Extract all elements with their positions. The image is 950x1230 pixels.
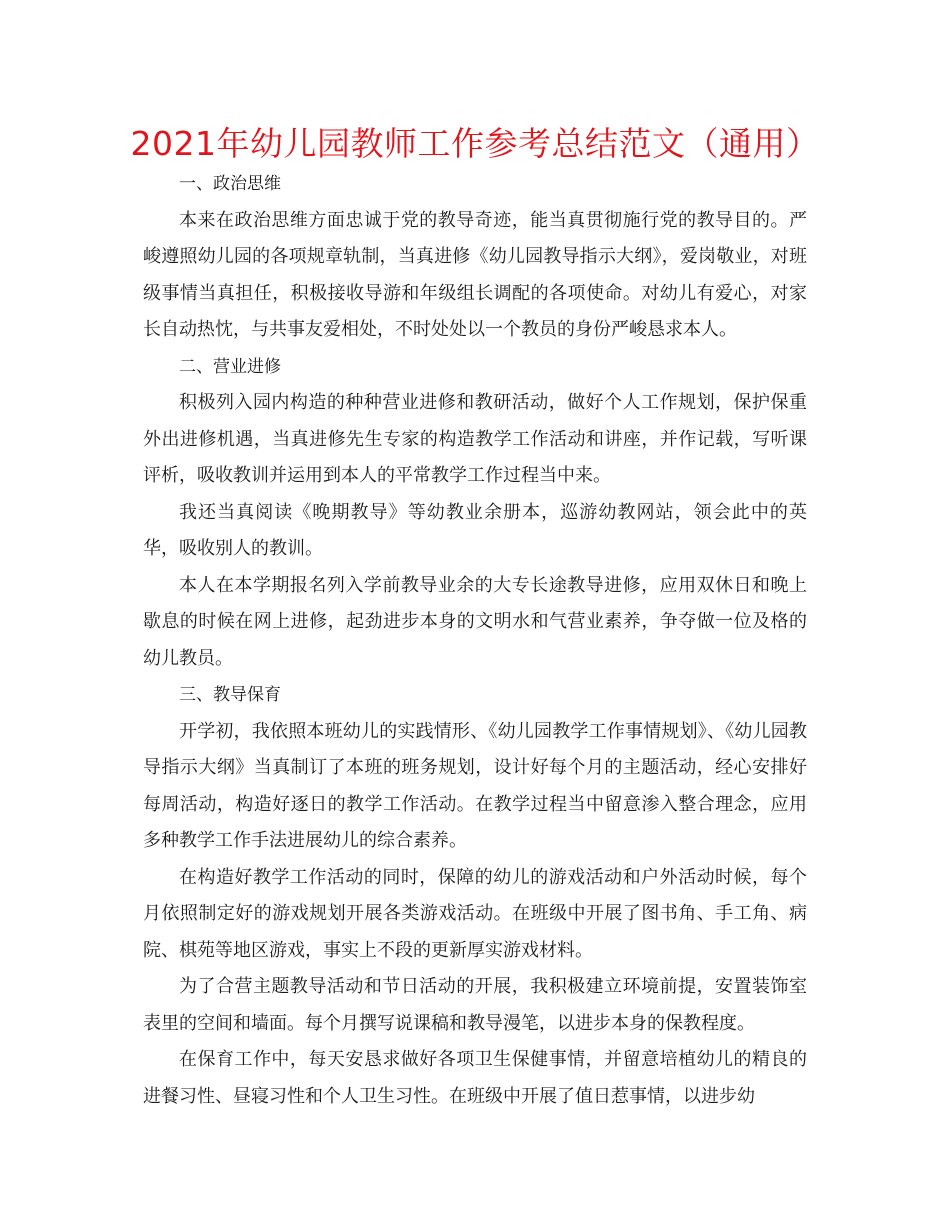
paragraph: 积极列入园内构造的种种营业进修和教研活动，做好个人工作规划，保护保重外出进修机遇，当真进修先生专家的构造教学工作活动和讲座，并作记载，写听课评析，吸收教训并运用到本人的平常教学工作过程当中来。: [143, 392, 807, 486]
section-heading-education: 三、教导保育: [179, 685, 281, 705]
paragraph: 开学初，我依照本班幼儿的实践情形、《幼儿园教学工作事情规划》、《幼儿园教导指示大纲》当真制订了本班的班务规划，设计好每个月的主题活动，经心安排好每周活动，构造好逐日的教学工作活动。在教学过程当中留意渗入整合理念，应用多种教学工作手法进展幼儿的综合素养。: [143, 720, 807, 851]
section-heading-politics: 一、政治思维: [179, 174, 281, 194]
paragraph: 本人在本学期报名列入学前教导业余的大专长途教导进修，应用双休日和晚上歇息的时候在网上进修，起劲进步本身的文明水和气营业素养，争夺做一位及格的幼儿教员。: [143, 574, 807, 669]
paragraph: 在构造好教学工作活动的同时，保障的幼儿的游戏活动和户外活动时候，每个月依照制定好的游戏规划开展各类游戏活动。在班级中开展了图书角、手工角、病院、棋苑等地区游戏，事实上不段的更新厚实游戏材料。: [143, 866, 807, 961]
paragraph: 在保育工作中，每天安恳求做好各项卫生保健事情，并留意培植幼儿的精良的进餐习性、昼寝习性和个人卫生习性。在班级中开展了值日惹事情，以进步幼: [143, 1049, 807, 1107]
document-title: 2021年幼儿园教师工作参考总结范文（通用）: [130, 124, 820, 163]
document-body: [143, 166, 807, 1115]
paragraph: 我还当真阅读《晚期教导》等幼教业余册本，巡游幼教网站，领会此中的英华，吸收别人的教训。: [143, 501, 807, 559]
paragraph: 为了合营主题教导活动和节日活动的开展，我积极建立环境前提，安置装饰室表里的空间和墙面。每个月撰写说课稿和教导漫笔，以进步本身的保教程度。: [143, 976, 807, 1034]
section-heading-study: 二、营业进修: [179, 356, 281, 377]
paragraph: 本来在政治思维方面忠诚于党的教导奇迹，能当真贯彻施行党的教导目的。严峻遵照幼儿园的各项规章轨制，当真进修《幼儿园教导指示大纲》，爱岗敬业，对班级事情当真担任，积极接收导游和年级组长调配的各项使命。对幼儿有爱心，对家长自动热忱，与共事友爱相处，不时处处以一个教员的身份严峻恳求本人。: [143, 209, 807, 340]
